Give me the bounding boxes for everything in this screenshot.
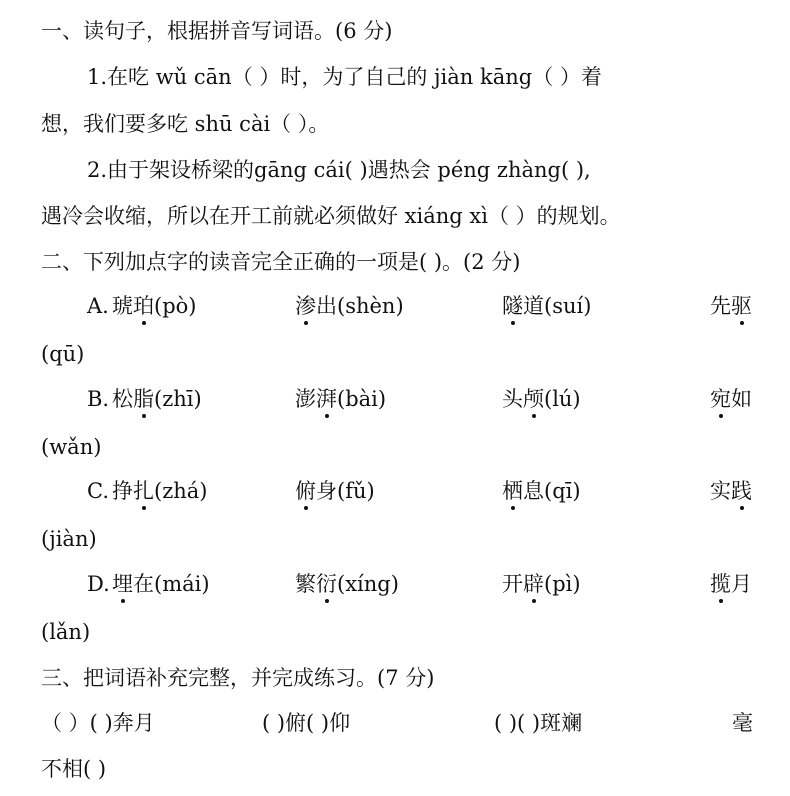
option-a-word-1: 琥珀(pò) <box>112 294 197 318</box>
section-3-idiom-2: ( )俯( )仰 <box>262 711 351 735</box>
section-2-title: 二、下列加点字的读音完全正确的一项是( )。(2 分) <box>41 250 521 274</box>
option-c-label: C. <box>87 479 109 503</box>
option-d-wrap: (lǎn) <box>41 620 91 644</box>
option-a-word-4: 先驱 <box>710 294 752 318</box>
option-b-word-3: 头颅(lú) <box>502 387 581 411</box>
option-c-word-3: 栖息(qī) <box>502 479 581 503</box>
option-d-word-4: 揽月 <box>710 572 752 596</box>
section-1-question-1-line-2: 想，我们要多吃 shū cài（ ）。 <box>41 112 330 136</box>
option-d-word-1: 埋在(mái) <box>112 572 210 596</box>
section-1-title: 一、读句子，根据拼音写词语。(6 分) <box>41 19 393 43</box>
option-b-word-2: 澎湃(bài) <box>295 387 387 411</box>
section-3-idiom-4-start: 毫 <box>732 711 753 735</box>
option-a-word-3: 隧道(suí) <box>502 294 592 318</box>
section-1-question-1-line-1: 1.在吃 wǔ cān（ ）时，为了自己的 jiàn kāng（ ）着 <box>87 65 602 89</box>
option-a-wrap: (qū) <box>41 342 85 366</box>
section-3-idiom-1: （ ）( )奔月 <box>41 711 155 735</box>
option-d-word-3: 开辟(pì) <box>502 572 581 596</box>
section-3-title: 三、把词语补充完整，并完成练习。(7 分) <box>41 666 435 690</box>
section-1-question-2-line-1: 2.由于架设桥梁的gāng cái( )遇热会 péng zhàng( ), <box>87 158 591 182</box>
section-1-question-2-line-2: 遇冷会收缩，所以在开工前就必须做好 xiáng xì（ ）的规划。 <box>41 204 621 228</box>
option-c-word-2: 俯身(fǔ) <box>295 479 375 503</box>
section-3-idiom-4-end: 不相( ) <box>41 757 107 781</box>
option-c-wrap: (jiàn) <box>41 527 97 551</box>
option-b-label: B. <box>87 387 110 411</box>
option-d-word-2: 繁衍(xíng) <box>295 572 399 596</box>
option-c-word-1: 挣扎(zhá) <box>112 479 208 503</box>
section-3-idiom-3: ( )( )斑斓 <box>494 711 583 735</box>
option-c-word-4: 实践 <box>710 479 752 503</box>
option-d-label: D. <box>87 572 110 596</box>
option-b-word-4: 宛如 <box>710 387 752 411</box>
option-b-word-1: 松脂(zhī) <box>112 387 202 411</box>
option-b-wrap: (wǎn) <box>41 435 102 459</box>
option-a-label: A. <box>87 294 109 318</box>
option-a-word-2: 渗出(shèn) <box>295 294 404 318</box>
